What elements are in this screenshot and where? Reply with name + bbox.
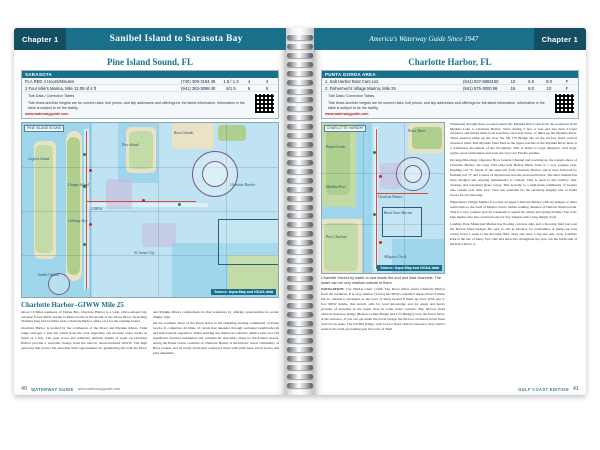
marina-c5: 8.0 <box>546 78 552 84</box>
coil <box>287 160 313 165</box>
marina-c3: 6/1.5 <box>226 85 236 91</box>
coil <box>287 124 313 129</box>
right-table-footnote <box>322 92 578 118</box>
left-table-header: SARASOTA <box>22 71 278 78</box>
left-page-header <box>14 28 286 50</box>
left-page-footer <box>14 383 286 395</box>
marina-name: 1. Salt Harbor Boat Care Ltd. <box>325 78 379 84</box>
marina-c6: F <box>565 78 569 84</box>
marina-c5: 10 <box>546 85 552 91</box>
left-footer-text: WATERWAY GUIDE <box>31 386 74 392</box>
left-chapter-tab: Chapter 1 <box>14 28 66 50</box>
marina-phone: (941) 575-3000 <box>463 85 492 91</box>
coil <box>287 97 313 102</box>
chart-label: Punta Gorda <box>326 144 345 149</box>
coil <box>287 80 313 85</box>
right-chart-caption: Charlotte Harbor by water or sea inside the surf and tidal channels. The water can be very shallow outside of them. <box>321 275 442 285</box>
left-article-body <box>21 310 279 357</box>
chart-label: Charlotte Harbor <box>378 194 403 199</box>
coil <box>287 356 313 361</box>
table-note-label: Tide Data / Correction Tables <box>28 94 75 98</box>
chart-label: Alligator Creek <box>384 254 407 259</box>
marina-phone: (941) 637-6883 <box>463 78 492 84</box>
navigation-text: Use NOAA Chart 11426. The Peace River enters Charlotte Harbor from the northeast. It is very shallow (2 feet) but MLW-controlled depth allows 6 miles but no channel is navigable to the town of Shell located 8 miles up river. With just 5-foot MLW depths, this stretch calls for local knowledge and for snags and heavy growths of branches in the upper river in some water currents. Bay 49-foot fixed vertical clearance bridge (Barron Collier Bridge and I-75 Bridge) cross the Peace River at the entrance. If you can get under the lower bridge, the 60-foot overhead power lines won't be an issue. The CR 884 bridge, with 12-foot fixed vertical clearance, may restrict some boats from proceeding past the town of Shell. <box>321 287 445 331</box>
marina-c6: F <box>565 85 569 91</box>
table-row <box>322 85 578 92</box>
right-header-tagline: America's Waterway Guide Since 1947 <box>369 35 479 43</box>
coil <box>287 115 313 120</box>
marina-c4: 5.5 <box>528 78 534 84</box>
marina-phone: (740) 300-3194 <box>181 78 210 84</box>
chart-label: Charlotte Harbor <box>230 182 256 187</box>
qr-code-icon[interactable] <box>254 93 275 114</box>
right-nautical-chart <box>321 122 445 274</box>
table-row <box>22 85 278 92</box>
coil <box>287 151 313 156</box>
chart-label: Captiva Island <box>28 156 50 161</box>
navigation-label: NAVIGATION: <box>321 287 345 292</box>
left-article-title: Charlotte Harbor–GIWW Mile 25 <box>21 300 124 309</box>
chart-label: Burnt Store Marina <box>384 210 413 215</box>
coil <box>287 71 313 76</box>
chart-label: Sanibel Island <box>38 272 59 277</box>
marina-c4: 6 <box>247 85 251 91</box>
spiral-binding <box>286 28 314 395</box>
coil <box>287 142 313 147</box>
marina-c2: 100 <box>491 78 499 84</box>
spiral-coils <box>286 28 314 395</box>
coil <box>287 267 313 272</box>
left-page <box>14 28 286 395</box>
right-page <box>314 28 586 395</box>
table-note: Tide times and tide heights are for current rates, fuel prices, and slip addresses and offerings for the latest information. Information in the table is subject to be the facility. <box>328 100 545 110</box>
coil <box>287 249 313 254</box>
right-chart-source: Source: Aqua Map and NOAA data <box>377 265 442 271</box>
table-row <box>322 78 578 85</box>
marina-name: 2. Fishermen's Village Marina, Mile 25 <box>325 85 396 91</box>
marina-name: FLA RED 4 Hours/Minutes <box>25 78 75 84</box>
coil <box>287 169 313 174</box>
left-page-body <box>14 50 286 356</box>
coil <box>287 133 313 138</box>
paragraph: On the southern shore of the Peace River is the charming boating community of Punta Gorda. It comprises 40 miles of canals that meander through well-kept neighborhoods and lush tropical vegetation. When entering any marina in a historic district with over 150 significant forested residential and commercial structures along its brick-lined streets. Along the Punta Gorda coastline of Charlotte Harbor is the historic resort community of Boca Grande and its richly developed walkways lined with palm trees, brick pavers and park amenities. <box>153 321 279 356</box>
marina-c5: 4 <box>265 78 269 84</box>
left-nautical-chart <box>21 122 279 298</box>
coil <box>287 258 313 263</box>
right-page-footer <box>314 383 586 395</box>
chart-label: Useppa Island <box>68 182 89 187</box>
paragraph: Fishermen's Village Marina is located on upper Charlotte Harbor with six bridges or other restrictions to the Gulf of Mexico and is within walking distance of Historic Punta Gorda. This is a very popular spot for transients to spend the winter and spring months. The well-kept marina also has covered docks for day-trippers and a long dinghy dock. <box>450 200 577 219</box>
paragraph: Charlotte Harbor is formed by the confluence of the Peace and Myakka Rivers. Tidal range averages 2 feet but winds from the west especially can increase water levels as much as 5 feet. The open scoop and relatively uniform depths of water on Charlotte Harbor provide a welcome change from the narrow, shoal-bordered GIWW. The high east/west that protect the shoreline limit opportunities for gunkholing but both the Peace and Myakka Rivers complement for that wanderers by offering opportunities for scenic dinghy trips. <box>21 309 279 351</box>
left-page-number: 40 <box>21 386 28 392</box>
chart-label: Port Charlotte <box>326 234 348 239</box>
left-table-footnote <box>22 92 278 118</box>
right-article-column <box>450 122 577 334</box>
left-region-title: Pine Island Sound, FL <box>106 57 194 67</box>
chart-label: GIWW <box>92 206 103 211</box>
marina-name: 2 Four Mile's Marina, Mile 12.09 of 4 ft <box>25 85 97 91</box>
qr-code-icon[interactable] <box>554 93 575 114</box>
table-row <box>22 78 278 85</box>
coil <box>287 213 313 218</box>
marina-c2: 45 <box>210 78 216 84</box>
marina-c3: 16 <box>510 85 516 91</box>
coil <box>287 303 313 308</box>
left-chart-badge: PINE ISLAND SOUND <box>24 125 64 132</box>
coil <box>287 196 313 201</box>
marina-phone: (941) 383-3098 <box>181 85 210 91</box>
right-chapter-tab: Chapter 1 <box>534 28 586 50</box>
coil <box>287 62 313 67</box>
marina-c2: 40 <box>210 85 216 91</box>
right-region-title: Charlotte Harbor, FL <box>408 57 492 67</box>
marina-c2: 98 <box>492 85 498 91</box>
right-page-number: 41 <box>572 386 579 392</box>
chart-label: St. James City <box>134 250 155 255</box>
coil <box>287 53 313 58</box>
left-header-title: Sanibel Island to Sarasota Bay <box>109 34 243 44</box>
coil <box>287 312 313 317</box>
paragraph: Laishley Park Municipal Marina has floating concrete slips and a mooring field just past the Barron Sand bridges. Be sure to call in advance for availability. A pump-out boat comes twice a week to the mooring field. They also have a day-use only dock. Laishley Park is the site of many foot calls and attractive throughout the year. On the north side of the Peace River to <box>450 221 577 246</box>
coil <box>287 338 313 343</box>
right-marina-table <box>321 70 579 119</box>
coil <box>287 106 313 111</box>
coil <box>287 365 313 370</box>
coil <box>287 329 313 334</box>
table-note-label: Tide Data / Correction Tables <box>328 94 375 98</box>
right-chart-badge: CHARLOTTE HARBOR <box>324 125 366 132</box>
open-book <box>14 28 586 395</box>
paragraph: About 10 miles southeast of Tampa Bay, Charlotte Harbor is a wide, elbow-shaped bay carrying 8-foot MLW depths to Punta Gorda at the mouth of the Peace River. Stretching 20 miles long and 10 miles wide, Charlotte Harbor offers a lot for the cruising boater. <box>21 309 147 324</box>
chart-label: Myakka River <box>326 184 347 189</box>
paragraph: Wandering through these wooded streets the Myakka River runs from the southwest from Myakka Lake to Charlotte Harbor. Since during 3 feet or less and less than 2.5-feet clearance and mixed mild, local boarding can travel about 17 miles up the Myakka River. Three nautical miles up the river the SR 776 Bridge sits on the 25-foot fixed vertical clearance limit. Past Myakka State Park in the upper reaches of the Myakka River there is a wilderness movement of the floodplain. This is home to large alligators, bird hogs, eagles, great rattlesnakes and even the very rare Florida panther. <box>450 121 577 156</box>
coil <box>287 89 313 94</box>
coil <box>287 44 313 49</box>
right-chart-column <box>321 122 445 334</box>
chart-label: Cabbage Key <box>68 218 88 223</box>
table-note: Tide times and tide heights are for current rates, fuel prices, and slip addresses and offerings for the latest information. Information in the table is subject to be the facility. <box>28 100 245 110</box>
right-page-header <box>314 28 586 50</box>
coil <box>287 276 313 281</box>
coil <box>287 35 313 40</box>
chart-label: Pine Island <box>122 142 139 147</box>
right-page-body <box>314 50 586 334</box>
coil <box>287 383 313 388</box>
marina-c4: 8.0 <box>528 85 534 91</box>
chart-label: Boca Grande <box>174 130 194 135</box>
marina-c4: 4 <box>247 78 251 84</box>
coil <box>287 178 313 183</box>
right-content-split <box>321 122 579 334</box>
chart-label: Peace River <box>408 128 426 133</box>
coil <box>287 222 313 227</box>
table-link[interactable]: www.waterwayguide.com <box>325 111 369 116</box>
coil <box>287 285 313 290</box>
marina-c3: 1.5 / 1.3 <box>223 78 239 84</box>
right-footer-text: GULF COAST EDITION <box>518 386 569 392</box>
marina-c3: 10 <box>510 78 516 84</box>
coil <box>287 205 313 210</box>
left-marina-table <box>21 70 279 119</box>
left-footer-url[interactable]: www.waterwayguide.com <box>77 387 121 391</box>
marina-c5: 5 <box>265 85 269 91</box>
right-article-navigation <box>321 287 445 332</box>
coil <box>287 240 313 245</box>
coil <box>287 321 313 326</box>
coil <box>287 187 313 192</box>
right-table-header: PUNTA GORDA AREA <box>322 71 578 78</box>
paragraph: Dockage/Moorings: Opposite Boca Grande Channel and reaching up the eastern shore of Charlotte Harbor, the large (325-slip) Safe Harbor Burnt Store is a very popular stop. Flashing red "6" heads of the approach from Charlotte Harbor and is then followed by flashing red "2" and a series of daybeacons into the protected harbor. The inlet channel has been dredged and ongoing maintenance is evident. This is open to this facility: fuel, dockage and restaurant (Kate Cays). This is home to a right-hand community of boaters who remain year after year. Turn one available for the relatively lengthy sale to Punta Gorda for provisioning. <box>450 158 577 198</box>
coil <box>287 347 313 352</box>
coil <box>287 294 313 299</box>
table-link[interactable]: www.waterwayguide.com <box>25 111 69 116</box>
coil <box>287 231 313 236</box>
coil <box>287 374 313 379</box>
left-chart-source: Source: Aqua Map and NOAA data <box>211 289 276 295</box>
